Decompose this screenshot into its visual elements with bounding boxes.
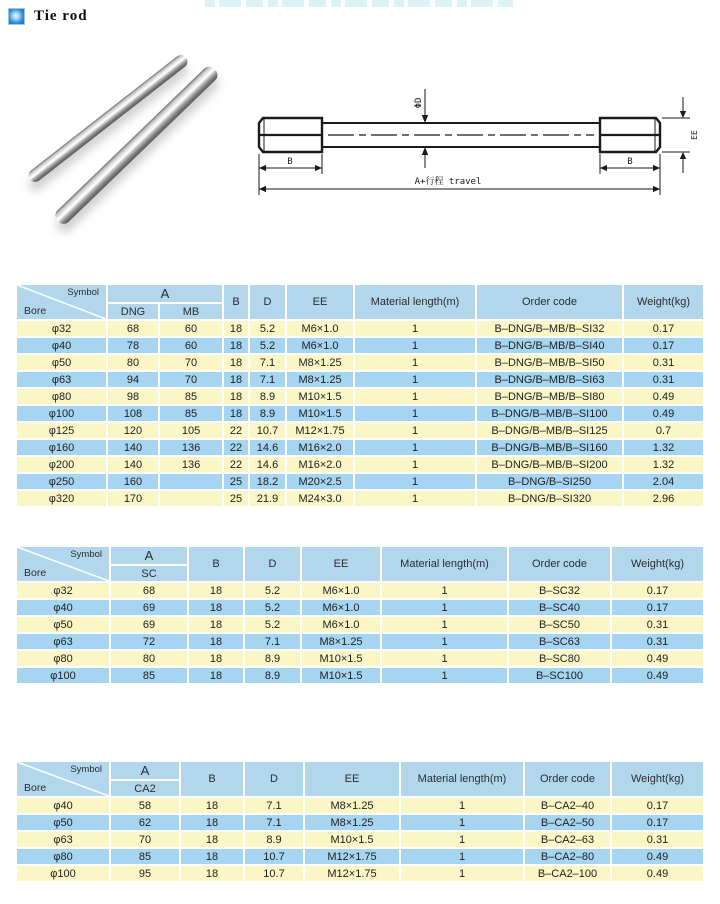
bore-cell: φ80 (17, 849, 109, 864)
data-cell: M24×3.0 (287, 491, 353, 506)
data-cell: 18 (189, 600, 243, 615)
data-cell: M6×1.0 (287, 321, 353, 336)
bore-cell: φ320 (17, 491, 106, 506)
data-cell: 5.2 (245, 583, 300, 598)
data-cell: 25 (224, 491, 248, 506)
data-cell: 8.9 (250, 406, 285, 421)
table-row (17, 372, 703, 387)
data-cell: B–SC50 (509, 617, 610, 632)
data-cell: B–SC100 (509, 668, 610, 683)
data-cell: 1 (355, 406, 475, 421)
data-cell: 160 (108, 474, 158, 489)
data-cell: 69 (111, 600, 187, 615)
data-cell: 1 (401, 798, 523, 813)
column-header: Material length(m) (355, 285, 475, 319)
data-cell: B–DNG/B–MB/B–SI50 (477, 355, 622, 370)
data-cell: 80 (111, 651, 187, 666)
data-cell: 7.1 (245, 634, 300, 649)
data-cell: 0.49 (612, 651, 703, 666)
group-header-a: A (111, 547, 187, 564)
data-cell: 85 (160, 406, 222, 421)
table-row (17, 849, 703, 864)
data-cell: 18 (224, 389, 248, 404)
data-cell: 1 (355, 321, 475, 336)
data-cell: 18 (224, 372, 248, 387)
group-header-a: A (108, 285, 222, 302)
bore-label: Bore (24, 782, 47, 794)
data-cell: 0.49 (612, 849, 703, 864)
bore-cell: φ63 (17, 634, 109, 649)
data-cell: 10.7 (245, 849, 303, 864)
data-cell: 1.32 (624, 440, 703, 455)
data-cell: 18 (181, 832, 243, 847)
data-cell: 1 (355, 474, 475, 489)
table-row (17, 491, 703, 506)
data-cell: 0.49 (612, 866, 703, 881)
data-cell: M8×1.25 (287, 355, 353, 370)
data-cell: 18 (189, 617, 243, 632)
data-cell: 1 (355, 389, 475, 404)
bore-cell: φ32 (17, 321, 106, 336)
data-cell: 18 (224, 321, 248, 336)
table-row (17, 474, 703, 489)
data-cell: B–SC32 (509, 583, 610, 598)
bullet-square-icon (8, 8, 25, 25)
data-cell (160, 474, 222, 489)
cut-off-header-text (205, 0, 513, 7)
data-cell: 2.04 (624, 474, 703, 489)
bore-cell: φ200 (17, 457, 106, 472)
data-cell: M8×1.25 (305, 798, 399, 813)
bore-cell: φ63 (17, 372, 106, 387)
column-header: Weight(kg) (612, 762, 703, 796)
data-cell: M6×1.0 (287, 338, 353, 353)
table-row (17, 406, 703, 421)
bore-cell: φ40 (17, 600, 109, 615)
data-cell: 7.1 (245, 798, 303, 813)
dimension-b-right (600, 154, 660, 174)
data-cell: B–DNG/B–SI250 (477, 474, 622, 489)
data-cell: B–DNG/B–MB/B–SI125 (477, 423, 622, 438)
bore-cell: φ160 (17, 440, 106, 455)
data-cell: 8.9 (245, 832, 303, 847)
data-cell: 140 (108, 440, 158, 455)
data-cell: M16×2.0 (287, 457, 353, 472)
data-cell: 1 (355, 372, 475, 387)
data-cell: 0.49 (624, 406, 703, 421)
data-cell: 68 (108, 321, 158, 336)
group-header-a: A (111, 762, 179, 779)
ee-label: EE (690, 130, 699, 140)
table-row (17, 866, 703, 881)
bore-cell: φ80 (17, 389, 106, 404)
data-cell: 5.2 (245, 600, 300, 615)
table-row (17, 832, 703, 847)
data-cell: 14.6 (250, 440, 285, 455)
data-cell: 22 (224, 423, 248, 438)
data-cell: 140 (108, 457, 158, 472)
data-cell: 60 (160, 338, 222, 353)
bore-cell: φ40 (17, 798, 109, 813)
data-cell: B–DNG/B–MB/B–SI40 (477, 338, 622, 353)
data-cell: B–CA2–50 (525, 815, 610, 830)
corner-header-cell (17, 762, 109, 796)
data-cell: B–CA2–63 (525, 832, 610, 847)
data-cell: B–SC63 (509, 634, 610, 649)
data-cell: 1 (382, 583, 507, 598)
data-cell: 0.49 (612, 668, 703, 683)
symbol-label: Symbol (67, 287, 99, 298)
bore-label: Bore (24, 305, 47, 317)
data-cell: 85 (111, 849, 179, 864)
data-cell: B–SC80 (509, 651, 610, 666)
table-row (17, 423, 703, 438)
data-cell: 70 (111, 832, 179, 847)
data-cell: B–CA2–80 (525, 849, 610, 864)
data-cell: B–DNG/B–SI320 (477, 491, 622, 506)
data-cell: 136 (160, 457, 222, 472)
table-row (17, 389, 703, 404)
data-cell: 1 (382, 668, 507, 683)
data-cell: 72 (111, 634, 187, 649)
data-cell: 1 (382, 651, 507, 666)
data-cell: M8×1.25 (302, 634, 380, 649)
column-header: Material length(m) (401, 762, 523, 796)
data-cell: 10.7 (250, 423, 285, 438)
column-header: Material length(m) (382, 547, 507, 581)
bore-cell: φ80 (17, 651, 109, 666)
data-cell: 0.17 (612, 583, 703, 598)
drawing-left-thread-end (259, 118, 322, 152)
data-cell: 1 (355, 355, 475, 370)
data-cell: M10×1.5 (287, 389, 353, 404)
data-cell: M6×1.0 (302, 617, 380, 632)
data-cell: 120 (108, 423, 158, 438)
data-cell: M8×1.25 (287, 372, 353, 387)
sub-column-header: DNG (108, 304, 158, 319)
data-cell: M20×2.5 (287, 474, 353, 489)
data-cell: 8.9 (250, 389, 285, 404)
data-cell: M6×1.0 (302, 583, 380, 598)
bore-cell: φ250 (17, 474, 106, 489)
column-header: Order code (525, 762, 610, 796)
data-cell: 22 (224, 440, 248, 455)
data-cell: 18 (224, 355, 248, 370)
table-row (17, 355, 703, 370)
data-cell: 0.17 (612, 600, 703, 615)
bore-cell: φ50 (17, 355, 106, 370)
b-right-label: B (627, 157, 633, 167)
data-cell: 170 (108, 491, 158, 506)
data-cell: 7.1 (250, 355, 285, 370)
data-cell: 94 (108, 372, 158, 387)
travel-label: A+行程 travel (414, 177, 482, 187)
data-cell: 18 (181, 815, 243, 830)
dimension-travel (259, 174, 660, 195)
dimension-b-left (259, 154, 322, 174)
data-cell: 18 (189, 634, 243, 649)
data-cell: 1 (382, 634, 507, 649)
column-header: B (189, 547, 243, 581)
data-cell: B–DNG/B–MB/B–SI160 (477, 440, 622, 455)
sub-column-header: SC (111, 566, 187, 581)
data-cell: M10×1.5 (305, 832, 399, 847)
data-cell: 25 (224, 474, 248, 489)
bore-cell: φ63 (17, 832, 109, 847)
data-cell: 18 (224, 406, 248, 421)
table-row (17, 321, 703, 336)
column-header: B (181, 762, 243, 796)
table-row (17, 457, 703, 472)
table-row (17, 440, 703, 455)
data-cell: 60 (160, 321, 222, 336)
column-header: D (245, 762, 303, 796)
diameter-label: ΦD (414, 97, 424, 109)
data-cell: 0.17 (624, 321, 703, 336)
product-photo (0, 35, 255, 235)
data-cell: 1 (401, 815, 523, 830)
data-cell: 85 (160, 389, 222, 404)
data-cell: 18 (224, 338, 248, 353)
technical-drawing (252, 52, 718, 202)
section-header (8, 8, 88, 25)
table-row (17, 617, 703, 632)
data-cell: M10×1.5 (302, 651, 380, 666)
data-cell: 2.96 (624, 491, 703, 506)
data-cell: 1.32 (624, 457, 703, 472)
data-cell: 70 (160, 355, 222, 370)
column-header: Weight(kg) (612, 547, 703, 581)
data-cell: 10.7 (245, 866, 303, 881)
table-row (17, 338, 703, 353)
table-row (17, 815, 703, 830)
data-cell: 1 (355, 491, 475, 506)
spec-table-dng-mb (15, 283, 705, 508)
data-cell: 22 (224, 457, 248, 472)
data-cell: 0.31 (612, 832, 703, 847)
data-cell: 18 (189, 651, 243, 666)
data-cell: M16×2.0 (287, 440, 353, 455)
data-cell: 0.31 (612, 617, 703, 632)
table-row (17, 634, 703, 649)
data-cell (160, 491, 222, 506)
data-cell: 0.31 (612, 634, 703, 649)
data-cell: 7.1 (250, 372, 285, 387)
table-row (17, 798, 703, 813)
drawing-rod-body (322, 123, 600, 147)
column-header: Weight(kg) (624, 285, 703, 319)
bore-cell: φ100 (17, 668, 109, 683)
column-header: Order code (477, 285, 622, 319)
data-cell: 1 (355, 457, 475, 472)
data-cell: M12×1.75 (287, 423, 353, 438)
data-cell: 1 (382, 600, 507, 615)
table-row (17, 583, 703, 598)
data-cell: 1 (382, 617, 507, 632)
data-cell: 0.31 (624, 355, 703, 370)
data-cell: M12×1.75 (305, 866, 399, 881)
corner-header-cell (17, 285, 106, 319)
spec-table-sc (15, 545, 705, 685)
bore-cell: φ100 (17, 406, 106, 421)
column-header: EE (287, 285, 353, 319)
data-cell: B–DNG/B–MB/B–SI100 (477, 406, 622, 421)
data-cell: 1 (401, 832, 523, 847)
data-cell: M8×1.25 (305, 815, 399, 830)
data-cell: M10×1.5 (302, 668, 380, 683)
table-row (17, 600, 703, 615)
bore-label: Bore (24, 567, 47, 579)
data-cell: 5.2 (245, 617, 300, 632)
data-cell: B–DNG/B–MB/B–SI32 (477, 321, 622, 336)
spec-table-ca2 (15, 760, 705, 883)
dimension-ee (662, 97, 699, 173)
column-header: Order code (509, 547, 610, 581)
data-cell: 0.17 (612, 798, 703, 813)
data-cell: 105 (160, 423, 222, 438)
data-cell: 18.2 (250, 474, 285, 489)
data-cell: 78 (108, 338, 158, 353)
data-cell: B–SC40 (509, 600, 610, 615)
bore-cell: φ50 (17, 815, 109, 830)
data-cell: 0.49 (624, 389, 703, 404)
data-cell: 8.9 (245, 651, 300, 666)
drawing-right-thread-end (600, 118, 660, 152)
data-cell: 136 (160, 440, 222, 455)
bore-cell: φ40 (17, 338, 106, 353)
bore-cell: φ50 (17, 617, 109, 632)
symbol-label: Symbol (70, 549, 102, 560)
bore-cell: φ100 (17, 866, 109, 881)
data-cell: 98 (108, 389, 158, 404)
data-cell: B–DNG/B–MB/B–SI63 (477, 372, 622, 387)
data-cell: 108 (108, 406, 158, 421)
b-left-label: B (287, 157, 293, 167)
bore-cell: φ32 (17, 583, 109, 598)
data-cell: 1 (355, 338, 475, 353)
sub-column-header: MB (160, 304, 222, 319)
symbol-label: Symbol (70, 764, 102, 775)
data-cell: M12×1.75 (305, 849, 399, 864)
column-header: EE (305, 762, 399, 796)
column-header: B (224, 285, 248, 319)
data-cell: B–DNG/B–MB/B–SI200 (477, 457, 622, 472)
page-title: Tie rod (34, 8, 88, 24)
data-cell: 7.1 (245, 815, 303, 830)
data-cell: 0.17 (624, 338, 703, 353)
data-cell: 62 (111, 815, 179, 830)
data-cell: B–DNG/B–MB/B–SI80 (477, 389, 622, 404)
data-cell: 1 (355, 423, 475, 438)
column-header: D (245, 547, 300, 581)
dimension-diameter (414, 89, 428, 168)
data-cell: 0.7 (624, 423, 703, 438)
data-cell: M6×1.0 (302, 600, 380, 615)
corner-header-cell (17, 547, 109, 581)
column-header: D (250, 285, 285, 319)
data-cell: 18 (181, 866, 243, 881)
data-cell: 18 (181, 849, 243, 864)
table-row (17, 668, 703, 683)
data-cell: 85 (111, 668, 187, 683)
sub-column-header: CA2 (111, 781, 179, 796)
data-cell: 69 (111, 617, 187, 632)
data-cell: 18 (189, 668, 243, 683)
data-cell: B–CA2–40 (525, 798, 610, 813)
data-cell: 14.6 (250, 457, 285, 472)
data-cell: 58 (111, 798, 179, 813)
data-cell: 70 (160, 372, 222, 387)
data-cell: 1 (355, 440, 475, 455)
data-cell: 18 (181, 798, 243, 813)
data-cell: 5.2 (250, 321, 285, 336)
data-cell: B–CA2–100 (525, 866, 610, 881)
table-row (17, 651, 703, 666)
data-cell: 0.17 (612, 815, 703, 830)
data-cell: 0.31 (624, 372, 703, 387)
data-cell: 80 (108, 355, 158, 370)
data-cell: 8.9 (245, 668, 300, 683)
data-cell: 5.2 (250, 338, 285, 353)
column-header: EE (302, 547, 380, 581)
data-cell: 95 (111, 866, 179, 881)
data-cell: 1 (401, 849, 523, 864)
data-cell: 1 (401, 866, 523, 881)
data-cell: 68 (111, 583, 187, 598)
data-cell: M10×1.5 (287, 406, 353, 421)
data-cell: 21.9 (250, 491, 285, 506)
data-cell: 18 (189, 583, 243, 598)
bore-cell: φ125 (17, 423, 106, 438)
